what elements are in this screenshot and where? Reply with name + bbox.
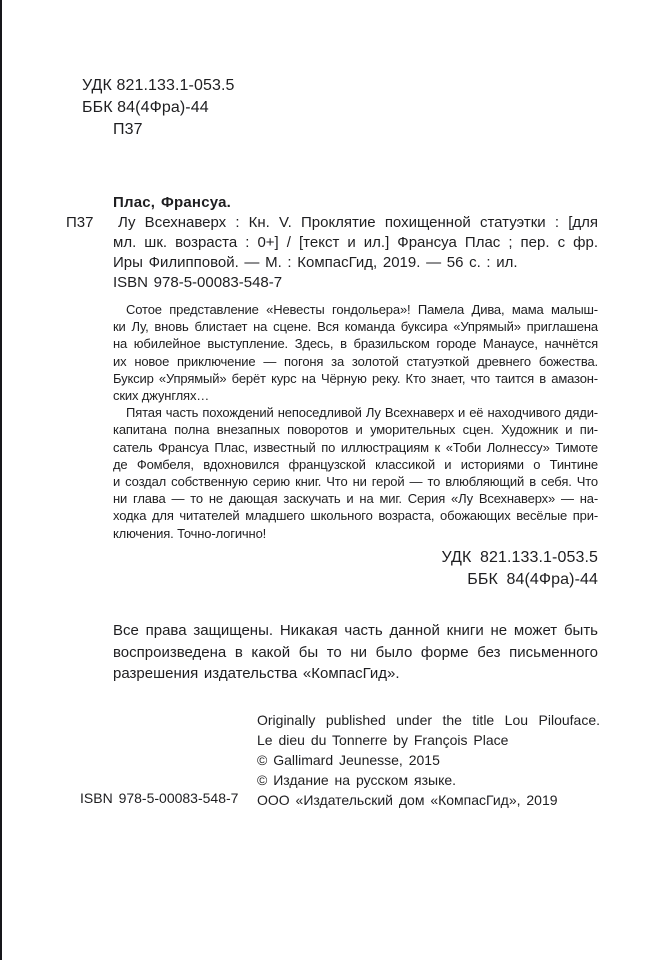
isbn-line: ISBN 978-5-00083-548-7 <box>113 274 283 291</box>
bottom-classification-codes <box>113 547 598 590</box>
bib-line: мл. шк. возраста : 0+] / [текст и ил.] Франсуа Плас ; пер. с фр. <box>113 234 598 251</box>
annotation-line: Пятая часть похождений непоседливой Лу Всехнаверх и её находчивого дяди- <box>126 405 598 421</box>
annotation-line: на юбилейное выступление. Здесь, в бразильском городе Манаусе, начнётся <box>113 336 598 352</box>
imprint-isbn: ISBN 978-5-00083-548-7 <box>80 790 239 806</box>
bbk-code: ББК 84(4Фра)-44 <box>467 570 598 588</box>
rights-line: Все права защищены. Никакая часть данной книги не может быть <box>113 622 598 639</box>
bib-line: Лу Всехнаверх : Кн. V. Проклятие похищенной статуэтки : [для <box>118 214 598 231</box>
rights-notice <box>113 620 598 685</box>
original-title-line: Originally published under the title Lou Pilouface. <box>257 712 600 728</box>
annotation-line: их новое приключение — погоня за золотой статуэткой древнего божества. <box>113 353 598 369</box>
udk-code: УДК 821.133.1-053.5 <box>82 77 235 94</box>
annotation-line: Сотое представление «Невесты гондольера»! Памела Дива, мама малыш- <box>126 302 598 317</box>
annotation-line: ских джунглях… <box>113 388 210 404</box>
annotation-line: и создал собственную серию книг. Что ни герой — то влюбляющий в себя. Что <box>113 474 598 490</box>
imprint-block <box>257 710 600 810</box>
annotation-paragraph-2 <box>113 404 598 542</box>
publisher-line: ООО «Издательский дом «КомпасГид», 2019 <box>257 792 558 808</box>
annotation-line: ни глава — то не дающая заскучать и на миг. Серия «Лу Всехнаверх» — на- <box>113 491 598 507</box>
bbk-code: ББК 84(4Фра)-44 <box>82 99 209 116</box>
original-title-line: Le dieu du Tonnerre by François Place <box>257 732 509 748</box>
author-sign: П37 <box>113 121 143 138</box>
rights-line: разрешения издательства «КомпасГид». <box>113 665 400 683</box>
annotation-line: сатель Франсуа Плас, известный по иллюстрациям к «Тоби Лолнессу» Тимоте <box>113 439 598 455</box>
author-heading: Плас, Франсуа. <box>113 194 231 211</box>
bib-line: Иры Филипповой. — М. : КомпасГид, 2019. — 56 с. : ил. <box>113 254 518 271</box>
scan-edge-line <box>0 0 2 960</box>
rights-line: воспроизведена в какой бы то ни было форме без письменного <box>113 643 598 661</box>
top-classification-codes <box>82 75 235 141</box>
annotation-line: ходка для читателей младшего школьного возраста, обожающих весёлые при- <box>113 508 598 524</box>
annotation-line: Буксир «Упрямый» берёт курс на Чёрную реку. Кто знает, что таится в амазон- <box>113 370 598 386</box>
annotation-line: ключения. Точно-логично! <box>113 525 267 541</box>
annotation-line: ки Лу, вновь блистает на сцене. Вся команда буксира «Упрямый» приглашена <box>113 319 598 335</box>
annotation-line: де Фомбеля, вдохновился французской классикой и историями о Тинтине <box>113 456 598 472</box>
bib-author-sign: П37 <box>66 214 94 231</box>
udk-code: УДК 821.133.1-053.5 <box>441 549 598 566</box>
copyright-line: © Gallimard Jeunesse, 2015 <box>257 752 440 768</box>
annotation-line: капитана полна внезапных поворотов и уморительных сцен. Художник и пи- <box>113 422 598 438</box>
annotation-paragraph-1 <box>113 301 598 404</box>
bibliographic-record <box>113 193 598 293</box>
annotation-block <box>113 301 598 542</box>
copyright-line: © Издание на русском языке. <box>257 772 457 788</box>
